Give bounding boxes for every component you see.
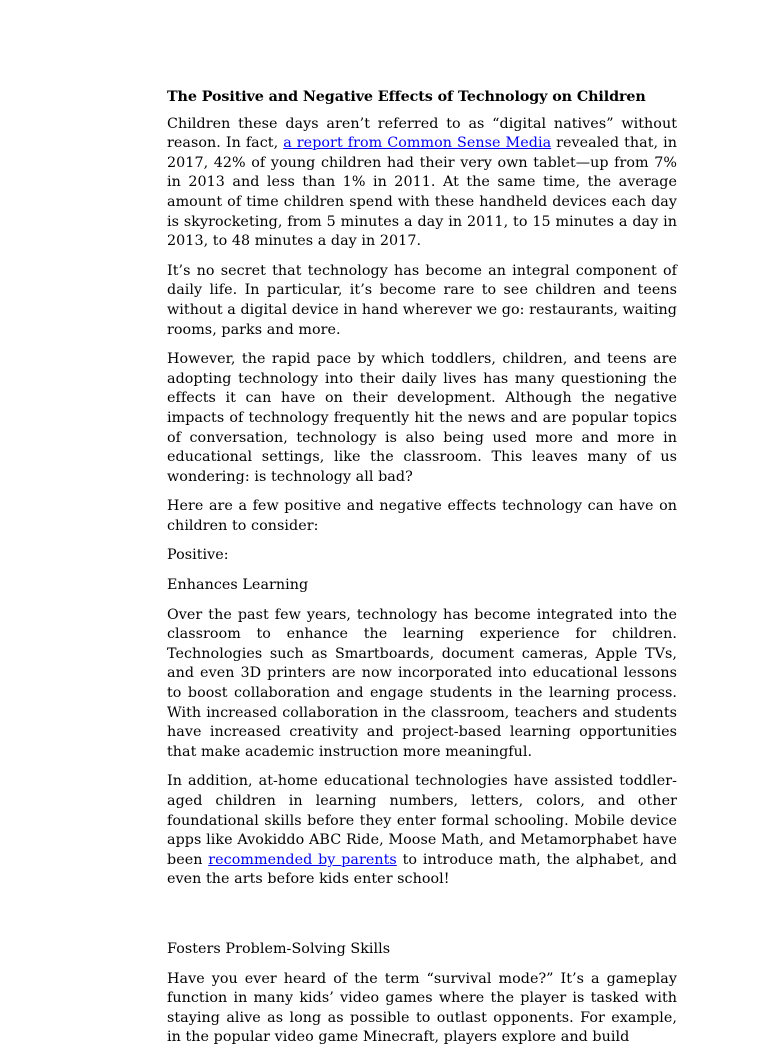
paragraph-effects-intro: Here are a few positive and negative effects technology can have on children to consider: xyxy=(167,498,677,534)
recommended-by-parents-link[interactable]: recommended by parents xyxy=(208,851,397,868)
paragraph-integral-component: It’s no secret that technology has become an integral component of daily life. In particular, it’s become rare to see children and teens without a digital device in hand wherever we go: restaurants, waiting rooms, parks and more. xyxy=(167,262,677,338)
paragraph-classroom-technology: Over the past few years, technology has become integrated into the classroom to enhance the learning experience for children. Technologies such as Smartboards, document cameras, Apple TVs, and even 3D printers are now incorporated into educational lessons to boost collaboration and engage students in the learning process. With increased collaboration in the classroom, teachers and students have increased creativity and project-based learning opportunities that make academic instruction more meaningful. xyxy=(167,606,677,760)
positive-label: Positive: xyxy=(167,547,229,564)
paragraph-intro xyxy=(167,115,677,252)
paragraph-intro-text-2: revealed that, in 2017, 42% of young children had their very own tablet—up from 7% in 2013 and less than 1% in 2011. At the same time, the average amount of time children spend with these handheld devices each day is skyrocketing, from 5 minutes a day in 2011, to 15 minutes a day in 2013, to 48 minutes a day in 2017. xyxy=(167,135,678,250)
paragraph-survival-mode: Have you ever heard of the term “survival mode?” It’s a gameplay function in many kids’ video games where the player is tasked with staying alive as long as possible to outlast opponents. For example, in the popular video game Minecraft, players explore and build xyxy=(167,970,677,1046)
paragraph-at-home-text-1: In addition, at-home educational technologies have assisted toddler-aged children in learning numbers, letters, colors, and other foundational skills before they enter formal schooling. Mobile device apps like Avokiddo ABC Ride, Moose Math, and Metamorphabet have been xyxy=(167,773,677,868)
document-title: The Positive and Negative Effects of Technology on Children xyxy=(167,89,646,105)
paragraph-at-home-text-2: to introduce math, the alphabet, and even the arts before kids enter school! xyxy=(167,851,678,888)
common-sense-media-report-link[interactable]: a report from Common Sense Media xyxy=(283,135,552,152)
document-page xyxy=(167,88,677,1058)
section-spacer xyxy=(167,900,677,940)
paragraph-intro-text-1: Children these days aren’t referred to as “digital natives” without reason. In fact, xyxy=(167,115,677,152)
paragraph-at-home-technology xyxy=(167,772,677,890)
paragraph-rapid-pace: However, the rapid pace by which toddlers, children, and teens are adopting technology into their daily lives has many questioning the effects it can have on their development. Although the negative impacts of technology frequently hit the news and are popular topics of conversation, technology is also being used more and more in educational settings, like the classroom. This leaves many of us wondering: is technology all bad? xyxy=(167,351,677,485)
section-heading-enhances-learning: Enhances Learning xyxy=(167,577,309,594)
section-heading-problem-solving: Fosters Problem-Solving Skills xyxy=(167,940,391,957)
